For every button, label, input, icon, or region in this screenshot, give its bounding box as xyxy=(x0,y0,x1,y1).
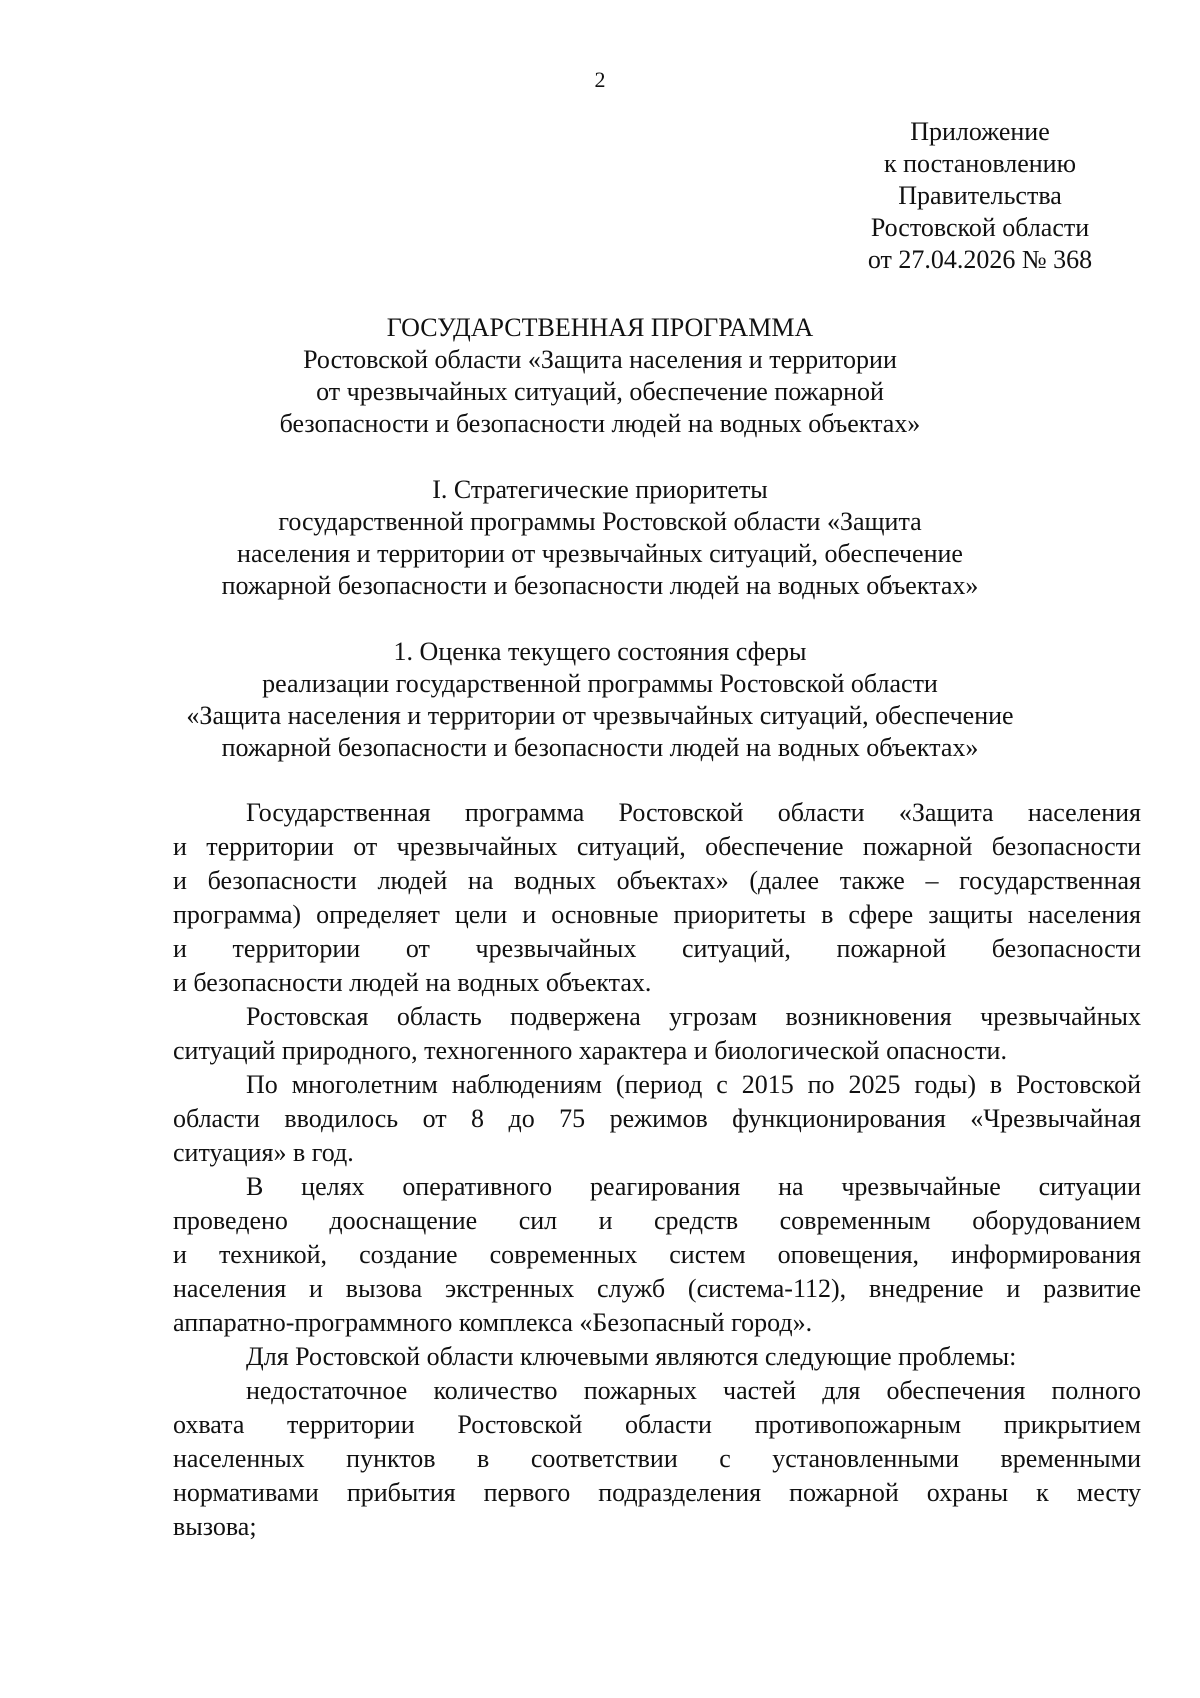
page-number: 2 xyxy=(594,67,606,92)
heading-line: пожарной безопасности и безопасности людей на водных объектах» xyxy=(221,733,979,762)
heading-line: пожарной безопасности и безопасности людей на водных объектах» xyxy=(221,571,979,600)
text-line: и безопасности людей на водных объектах. xyxy=(173,968,652,997)
paragraph xyxy=(173,796,1141,1000)
appendix-line: Приложение xyxy=(910,117,1050,146)
appendix-line: к постановлению xyxy=(883,149,1077,178)
body-text xyxy=(173,796,1141,1544)
text-line: населенных пунктов в соответствии с установленными временными xyxy=(173,1444,1141,1473)
title-line: безопасности и безопасности людей на водных объектах» xyxy=(279,409,921,438)
heading-line: I. Стратегические приоритеты xyxy=(432,475,768,504)
text-line: и территории от чрезвычайных ситуаций, обеспечение пожарной безопасности xyxy=(173,832,1141,861)
text-line: В целях оперативного реагирования на чрезвычайные ситуации xyxy=(246,1172,1141,1201)
heading-line: 1. Оценка текущего состояния сферы xyxy=(393,637,807,666)
text-line: и безопасности людей на водных объектах» (далее также – государственная xyxy=(173,866,1141,895)
text-line: программа) определяет цели и основные приоритеты в сфере защиты населения xyxy=(173,900,1141,929)
appendix-line: от 27.04.2026 № 368 xyxy=(867,245,1093,274)
heading-line: реализации государственной программы Ростовской области xyxy=(262,669,938,698)
text-line: области вводилось от 8 до 75 режимов функционирования «Чрезвычайная xyxy=(173,1104,1141,1133)
paragraph xyxy=(173,1068,1141,1170)
paragraph xyxy=(173,1340,1141,1374)
paragraph xyxy=(173,1170,1141,1340)
text-line: населения и вызова экстренных служб (система-112), внедрение и развитие xyxy=(173,1274,1141,1303)
paragraph xyxy=(173,1000,1141,1068)
text-line: недостаточное количество пожарных частей для обеспечения полного xyxy=(246,1376,1141,1405)
paragraph xyxy=(173,1374,1141,1544)
program-title xyxy=(0,312,1200,440)
text-line: и территории от чрезвычайных ситуаций, пожарной безопасности xyxy=(173,934,1141,963)
heading-line: «Защита населения и территории от чрезвычайных ситуаций, обеспечение xyxy=(186,701,1014,730)
text-line: ситуаций природного, техногенного характера и биологической опасности. xyxy=(173,1036,1007,1065)
text-line: проведено дооснащение сил и средств современным оборудованием xyxy=(173,1206,1141,1235)
appendix-line: Правительства xyxy=(898,181,1062,210)
subsection-heading xyxy=(0,636,1200,764)
appendix-block xyxy=(830,116,1130,276)
section-heading xyxy=(0,474,1200,602)
text-line: и техникой, создание современных систем оповещения, информирования xyxy=(173,1240,1141,1269)
text-line: Для Ростовской области ключевыми являются следующие проблемы: xyxy=(246,1342,1017,1371)
title-line: от чрезвычайных ситуаций, обеспечение пожарной xyxy=(316,377,884,406)
text-line: аппаратно-программного комплекса «Безопасный город». xyxy=(173,1308,813,1337)
title-line: ГОСУДАРСТВЕННАЯ ПРОГРАММА xyxy=(386,313,814,342)
text-line: ситуация» в год. xyxy=(173,1138,354,1167)
text-line: Ростовская область подвержена угрозам возникновения чрезвычайных xyxy=(246,1002,1141,1031)
title-line: Ростовской области «Защита населения и территории xyxy=(303,345,897,374)
heading-line: населения и территории от чрезвычайных ситуаций, обеспечение xyxy=(237,539,963,568)
text-line: По многолетним наблюдениям (период с 2015 по 2025 годы) в Ростовской xyxy=(246,1070,1141,1099)
text-line: вызова; xyxy=(173,1512,257,1541)
heading-line: государственной программы Ростовской области «Защита xyxy=(278,507,922,536)
text-line: охвата территории Ростовской области противопожарным прикрытием xyxy=(173,1410,1141,1439)
text-line: нормативами прибытия первого подразделения пожарной охраны к месту xyxy=(173,1478,1141,1507)
appendix-line: Ростовской области xyxy=(870,213,1090,242)
text-line: Государственная программа Ростовской области «Защита населения xyxy=(246,798,1141,827)
